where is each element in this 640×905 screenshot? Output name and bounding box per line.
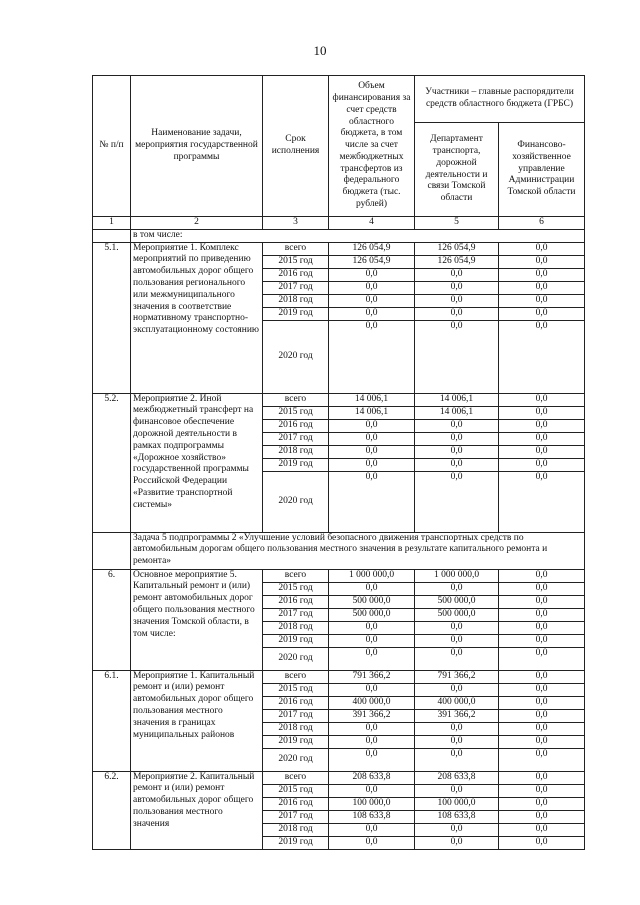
dept-cell: 0,0 (415, 320, 499, 393)
volume-cell: 0,0 (329, 683, 415, 696)
finance-cell: 0,0 (499, 419, 585, 432)
finance-cell: 0,0 (499, 242, 585, 255)
finance-cell: 0,0 (499, 810, 585, 823)
volume-cell: 0,0 (329, 836, 415, 849)
dept-cell: 0,0 (415, 268, 499, 281)
task-text: Задача 5 подпрограммы 2 «Улучшение условий безопасного движения транспортных средств по автомобильным дорогам общего пользования местного значения в результате капитального ремонта и ремонта» (131, 532, 585, 569)
dept-cell: 0,0 (415, 748, 499, 771)
row-number: 6.2. (93, 771, 131, 849)
dept-cell: 0,0 (415, 307, 499, 320)
activity-name: Мероприятие 1. Капитальный ремонт и (или) ремонт автомобильных дорог общего пользования местного значения в границах муниципальных районов (131, 670, 263, 771)
volume-cell: 0,0 (329, 281, 415, 294)
finance-cell: 0,0 (499, 445, 585, 458)
finance-cell: 0,0 (499, 634, 585, 647)
finance-cell: 0,0 (499, 647, 585, 670)
finance-cell: 0,0 (499, 836, 585, 849)
dept-cell: 0,0 (415, 458, 499, 471)
term-cell: 2015 год (263, 683, 329, 696)
section-row (93, 242, 585, 255)
volume-cell: 108 633,8 (329, 810, 415, 823)
term-cell: всего (263, 771, 329, 784)
dept-cell: 0,0 (415, 784, 499, 797)
term-cell: 2020 год (263, 471, 329, 532)
col-number: 1 (93, 217, 131, 230)
finance-cell: 0,0 (499, 294, 585, 307)
term-cell: 2016 год (263, 595, 329, 608)
volume-cell: 0,0 (329, 647, 415, 670)
task-row (93, 532, 585, 569)
dept-cell: 791 366,2 (415, 670, 499, 683)
volume-cell: 0,0 (329, 823, 415, 836)
header-dept: Департамент транспорта, дорожной деятельности и связи Томской области (415, 123, 499, 217)
volume-cell: 0,0 (329, 432, 415, 445)
volume-cell: 0,0 (329, 784, 415, 797)
dept-cell: 0,0 (415, 683, 499, 696)
finance-cell: 0,0 (499, 696, 585, 709)
activity-name: Мероприятие 2. Капитальный ремонт и (или) ремонт автомобильных дорог общего пользования местного значения (131, 771, 263, 849)
row-number: 6.1. (93, 670, 131, 771)
finance-cell: 0,0 (499, 823, 585, 836)
activity-name: Мероприятие 2. Иной межбюджетный трансферт на финансовое обеспечение дорожной деятельности в рамках подпрограммы «Дорожное хозяйство» государственной программы Российской Федерации «Развитие транспортной системы» (131, 393, 263, 532)
header-participants: Участники – главные распорядители средств областного бюджета (ГРБС) (415, 76, 585, 123)
term-cell: 2018 год (263, 722, 329, 735)
finance-cell: 0,0 (499, 582, 585, 595)
header-volume: Объем финансирования за счет средств областного бюджета, в том числе за счет межбюджетных трансфертов из федерального бюджета (тыс. рублей) (329, 76, 415, 217)
volume-cell: 0,0 (329, 294, 415, 307)
dept-cell: 100 000,0 (415, 797, 499, 810)
dept-cell: 1 000 000,0 (415, 569, 499, 582)
term-cell: 2015 год (263, 582, 329, 595)
volume-cell: 0,0 (329, 320, 415, 393)
term-cell: 2020 год (263, 647, 329, 670)
financing-table (92, 75, 585, 850)
finance-cell: 0,0 (499, 748, 585, 771)
finance-cell: 0,0 (499, 683, 585, 696)
term-cell: всего (263, 569, 329, 582)
volume-cell: 0,0 (329, 748, 415, 771)
term-cell: 2019 год (263, 307, 329, 320)
finance-cell: 0,0 (499, 569, 585, 582)
term-cell: 2016 год (263, 419, 329, 432)
finance-cell: 0,0 (499, 458, 585, 471)
finance-cell: 0,0 (499, 406, 585, 419)
term-cell: 2019 год (263, 735, 329, 748)
row-number: 5.2. (93, 393, 131, 532)
header-num: № п/п (93, 76, 131, 217)
finance-cell: 0,0 (499, 784, 585, 797)
volume-cell: 500 000,0 (329, 595, 415, 608)
term-cell: 2018 год (263, 823, 329, 836)
finance-cell: 0,0 (499, 771, 585, 784)
finance-cell: 0,0 (499, 268, 585, 281)
dept-cell: 0,0 (415, 471, 499, 532)
volume-cell: 126 054,9 (329, 255, 415, 268)
finance-cell: 0,0 (499, 471, 585, 532)
volume-cell: 391 366,2 (329, 709, 415, 722)
dept-cell: 208 633,8 (415, 771, 499, 784)
header-finance: Финансово-хозяйственное управление Администрации Томской области (499, 123, 585, 217)
dept-cell: 400 000,0 (415, 696, 499, 709)
volume-cell: 0,0 (329, 735, 415, 748)
section-row (93, 393, 585, 406)
dept-cell: 391 366,2 (415, 709, 499, 722)
finance-cell: 0,0 (499, 797, 585, 810)
dept-cell: 500 000,0 (415, 595, 499, 608)
volume-cell: 0,0 (329, 621, 415, 634)
volume-cell: 400 000,0 (329, 696, 415, 709)
finance-cell: 0,0 (499, 595, 585, 608)
dept-cell: 0,0 (415, 445, 499, 458)
volume-cell: 0,0 (329, 582, 415, 595)
dept-cell: 14 006,1 (415, 406, 499, 419)
term-cell: 2018 год (263, 294, 329, 307)
volume-cell: 0,0 (329, 419, 415, 432)
finance-cell: 0,0 (499, 255, 585, 268)
term-cell: 2019 год (263, 836, 329, 849)
volume-cell: 126 054,9 (329, 242, 415, 255)
dept-cell: 0,0 (415, 823, 499, 836)
col-number: 4 (329, 217, 415, 230)
volume-cell: 0,0 (329, 307, 415, 320)
row-number: 5.1. (93, 242, 131, 393)
col-number: 3 (263, 217, 329, 230)
volume-cell: 0,0 (329, 458, 415, 471)
dept-cell: 0,0 (415, 735, 499, 748)
volume-cell: 0,0 (329, 634, 415, 647)
dept-cell: 0,0 (415, 634, 499, 647)
term-cell: 2015 год (263, 406, 329, 419)
finance-cell: 0,0 (499, 735, 585, 748)
intro-text: в том числе: (131, 229, 585, 242)
header-name: Наименование задачи, мероприятия государственной программы (131, 76, 263, 217)
intro-row (93, 229, 585, 242)
term-cell: 2017 год (263, 810, 329, 823)
term-cell: 2018 год (263, 445, 329, 458)
header-numbers-row (93, 217, 585, 230)
volume-cell: 0,0 (329, 471, 415, 532)
volume-cell: 14 006,1 (329, 393, 415, 406)
term-cell: 2019 год (263, 634, 329, 647)
term-cell: 2015 год (263, 784, 329, 797)
volume-cell: 0,0 (329, 445, 415, 458)
volume-cell: 0,0 (329, 722, 415, 735)
term-cell: всего (263, 242, 329, 255)
section-row (93, 670, 585, 683)
volume-cell: 500 000,0 (329, 608, 415, 621)
finance-cell: 0,0 (499, 709, 585, 722)
finance-cell: 0,0 (499, 621, 585, 634)
volume-cell: 1 000 000,0 (329, 569, 415, 582)
term-cell: всего (263, 393, 329, 406)
finance-cell: 0,0 (499, 320, 585, 393)
dept-cell: 500 000,0 (415, 608, 499, 621)
dept-cell: 126 054,9 (415, 242, 499, 255)
term-cell: 2020 год (263, 748, 329, 771)
col-number: 2 (131, 217, 263, 230)
finance-cell: 0,0 (499, 670, 585, 683)
header-term: Срок исполнения (263, 76, 329, 217)
finance-cell: 0,0 (499, 722, 585, 735)
volume-cell: 100 000,0 (329, 797, 415, 810)
dept-cell: 108 633,8 (415, 810, 499, 823)
term-cell: 2017 год (263, 608, 329, 621)
dept-cell: 0,0 (415, 432, 499, 445)
term-cell: 2016 год (263, 696, 329, 709)
term-cell: 2016 год (263, 797, 329, 810)
section-row (93, 771, 585, 784)
page-number: 10 (313, 43, 327, 58)
term-cell: всего (263, 670, 329, 683)
dept-cell: 14 006,1 (415, 393, 499, 406)
dept-cell: 0,0 (415, 647, 499, 670)
term-cell: 2015 год (263, 255, 329, 268)
term-cell: 2016 год (263, 268, 329, 281)
term-cell: 2019 год (263, 458, 329, 471)
volume-cell: 208 633,8 (329, 771, 415, 784)
section-row (93, 569, 585, 582)
term-cell: 2020 год (263, 320, 329, 393)
col-number: 6 (499, 217, 585, 230)
dept-cell: 0,0 (415, 582, 499, 595)
term-cell: 2017 год (263, 709, 329, 722)
term-cell: 2018 год (263, 621, 329, 634)
volume-cell: 791 366,2 (329, 670, 415, 683)
finance-cell: 0,0 (499, 608, 585, 621)
dept-cell: 0,0 (415, 621, 499, 634)
dept-cell: 0,0 (415, 836, 499, 849)
finance-cell: 0,0 (499, 307, 585, 320)
finance-cell: 0,0 (499, 281, 585, 294)
row-number: 6. (93, 569, 131, 670)
term-cell: 2017 год (263, 432, 329, 445)
activity-name: Основное мероприятие 5. Капитальный ремонт и (или) ремонт автомобильных дорог общего пользования местного значения Томской области, в том числе: (131, 569, 263, 670)
volume-cell: 14 006,1 (329, 406, 415, 419)
col-number: 5 (415, 217, 499, 230)
term-cell: 2017 год (263, 281, 329, 294)
activity-name: Мероприятие 1. Комплекс мероприятий по приведению автомобильных дорог общего пользования регионального или межмуниципального значения в соответствие нормативному транспортно-эксплуатационному состоянию (131, 242, 263, 393)
dept-cell: 126 054,9 (415, 255, 499, 268)
dept-cell: 0,0 (415, 722, 499, 735)
finance-cell: 0,0 (499, 432, 585, 445)
dept-cell: 0,0 (415, 281, 499, 294)
dept-cell: 0,0 (415, 294, 499, 307)
dept-cell: 0,0 (415, 419, 499, 432)
volume-cell: 0,0 (329, 268, 415, 281)
finance-cell: 0,0 (499, 393, 585, 406)
